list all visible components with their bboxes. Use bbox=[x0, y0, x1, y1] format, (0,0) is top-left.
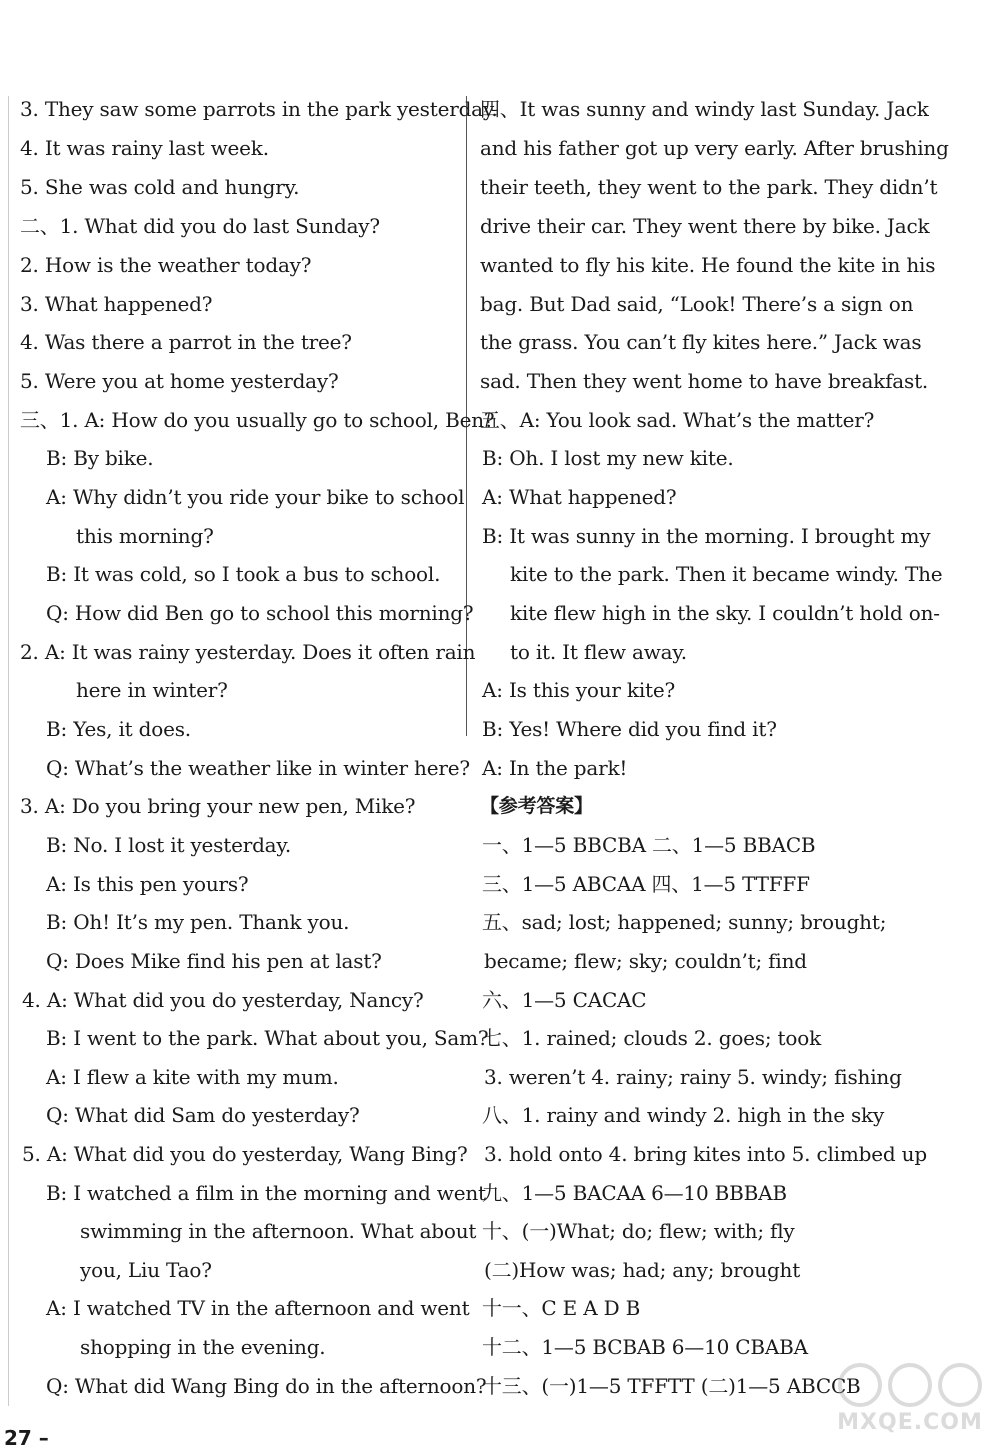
text-line: Q: How did Ben go to school this morning? bbox=[46, 601, 474, 625]
text-line: you, Liu Tao? bbox=[80, 1258, 212, 1282]
text-line: A: Is this pen yours? bbox=[46, 872, 249, 896]
answer-line: 十二、1—5 BCBAB 6—10 CBABA bbox=[482, 1335, 808, 1359]
text-line: A: I watched TV in the afternoon and went bbox=[46, 1296, 470, 1320]
text-line: sad. Then they went home to have breakfast. bbox=[480, 369, 929, 393]
text-line: B: Oh! It’s my pen. Thank you. bbox=[46, 910, 350, 934]
answer-line: became; flew; sky; couldn’t; find bbox=[484, 949, 807, 973]
text-line: Q: What did Sam do yesterday? bbox=[46, 1103, 360, 1127]
answer-line: 九、1—5 BACAA 6—10 BBBAB bbox=[482, 1181, 787, 1205]
answer-line: 一、1—5 BBCBA 二、1—5 BBACB bbox=[482, 833, 816, 857]
text-line: wanted to fly his kite. He found the kite in his bbox=[480, 253, 936, 277]
watermark-text: MXQE.COM bbox=[837, 1410, 983, 1435]
text-line: 4. Was there a parrot in the tree? bbox=[20, 330, 352, 354]
text-line: bag. But Dad said, “Look! There’s a sign on bbox=[480, 292, 914, 316]
left-margin-rule bbox=[8, 96, 9, 1406]
text-line: the grass. You can’t fly kites here.” Jack was bbox=[480, 330, 922, 354]
answer-line: 3. weren’t 4. rainy; rainy 5. windy; fishing bbox=[484, 1065, 902, 1089]
text-line: B: Oh. I lost my new kite. bbox=[482, 446, 734, 470]
text-line: Q: Does Mike find his pen at last? bbox=[46, 949, 382, 973]
text-line: B: I watched a film in the morning and went bbox=[46, 1181, 486, 1205]
text-line: 5. A: What did you do yesterday, Wang Bing? bbox=[22, 1142, 468, 1166]
text-line: A: I flew a kite with my mum. bbox=[46, 1065, 339, 1089]
text-line: shopping in the evening. bbox=[80, 1335, 326, 1359]
text-line: their teeth, they went to the park. They didn’t bbox=[480, 175, 938, 199]
text-line: A: Is this your kite? bbox=[482, 678, 676, 702]
answer-line: (二)How was; had; any; brought bbox=[484, 1258, 801, 1282]
text-line: B: Yes, it does. bbox=[46, 717, 191, 741]
text-line: 5. She was cold and hungry. bbox=[20, 175, 300, 199]
text-line: B: It was sunny in the morning. I brought my bbox=[482, 524, 931, 548]
text-line: B: I went to the park. What about you, Sam? bbox=[46, 1026, 489, 1050]
text-line: 2. A: It was rainy yesterday. Does it often rain bbox=[20, 640, 476, 664]
text-line: drive their car. They went there by bike. Jack bbox=[480, 214, 930, 238]
text-line: 3. What happened? bbox=[20, 292, 213, 316]
text-line: here in winter? bbox=[76, 678, 228, 702]
answer-line: 七、1. rained; clouds 2. goes; took bbox=[482, 1026, 821, 1050]
text-line: 四、It was sunny and windy last Sunday. Jack bbox=[480, 97, 929, 121]
text-line: A: In the park! bbox=[482, 756, 628, 780]
answer-line: 3. hold onto 4. bring kites into 5. climbed up bbox=[484, 1142, 927, 1166]
watermark-icon bbox=[830, 1360, 990, 1410]
answer-line: 十三、(一)1—5 TFFTT (二)1—5 ABCCB bbox=[482, 1374, 861, 1398]
answer-line: 六、1—5 CACAC bbox=[482, 988, 647, 1012]
text-line: B: It was cold, so I took a bus to school. bbox=[46, 562, 441, 586]
text-line: Q: What did Wang Bing do in the afternoon? bbox=[46, 1374, 487, 1398]
text-line: swimming in the afternoon. What about bbox=[80, 1219, 477, 1243]
text-line: 二、1. What did you do last Sunday? bbox=[20, 214, 380, 238]
text-line: to it. It flew away. bbox=[510, 640, 687, 664]
answer-line: 八、1. rainy and windy 2. high in the sky bbox=[482, 1103, 885, 1127]
text-line: 3. They saw some parrots in the park yesterday. bbox=[20, 97, 498, 121]
text-line: 4. It was rainy last week. bbox=[20, 136, 269, 160]
text-line: this morning? bbox=[76, 524, 214, 548]
answer-key-heading: 【参考答案】 bbox=[480, 795, 593, 817]
answer-line: 十一、C E A D B bbox=[482, 1296, 641, 1320]
text-line: 5. Were you at home yesterday? bbox=[20, 369, 339, 393]
answer-line: 三、1—5 ABCAA 四、1—5 TTFFF bbox=[482, 872, 810, 896]
text-line: kite flew high in the sky. I couldn’t hold on- bbox=[510, 601, 940, 625]
text-line: and his father got up very early. After brushing bbox=[480, 136, 949, 160]
text-line: kite to the park. Then it became windy. The bbox=[510, 562, 943, 586]
text-line: B: Yes! Where did you find it? bbox=[482, 717, 777, 741]
page-number: 27 – bbox=[4, 1426, 49, 1450]
text-line: 3. A: Do you bring your new pen, Mike? bbox=[20, 794, 416, 818]
text-line: 五、A: You look sad. What’s the matter? bbox=[480, 408, 875, 432]
text-line: 2. How is the weather today? bbox=[20, 253, 312, 277]
answer-line: 十、(一)What; do; flew; with; fly bbox=[482, 1219, 795, 1243]
text-line: B: No. I lost it yesterday. bbox=[46, 833, 292, 857]
watermark-logo bbox=[830, 1360, 990, 1440]
text-line: B: By bike. bbox=[46, 446, 154, 470]
text-line: A: Why didn’t you ride your bike to school bbox=[46, 485, 465, 509]
answer-line: 五、sad; lost; happened; sunny; brought; bbox=[482, 910, 887, 934]
text-line: A: What happened? bbox=[482, 485, 677, 509]
text-line: 三、1. A: How do you usually go to school, Ben? bbox=[20, 408, 495, 432]
text-line: 4. A: What did you do yesterday, Nancy? bbox=[22, 988, 424, 1012]
text-line: Q: What’s the weather like in winter here? bbox=[46, 756, 470, 780]
